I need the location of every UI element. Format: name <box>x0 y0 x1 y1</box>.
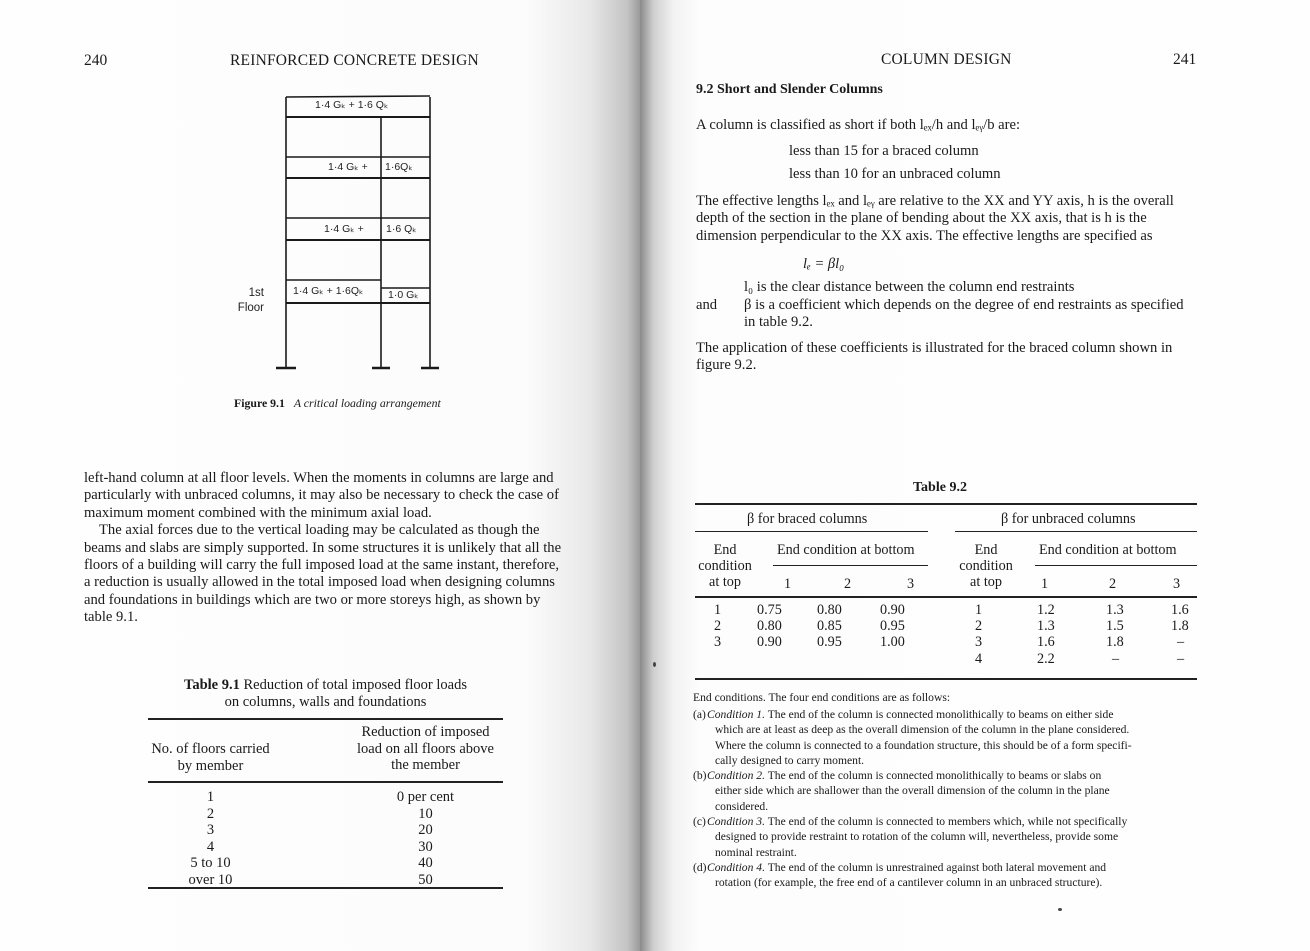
reduction-cell: 10 <box>418 805 433 822</box>
floor3-left-load-label: 1·4 Gₖ + <box>328 161 368 173</box>
reduction-cell: 20 <box>418 822 433 838</box>
figure-caption-text: A critical loading arrangement <box>293 396 441 410</box>
definition-beta: β is a coefficient which depends on the degree of end restraints as specified <box>744 297 1184 313</box>
end-condition-label: (d) <box>693 861 707 874</box>
table-row <box>148 806 503 823</box>
figure-9-1-frame-diagram <box>200 90 490 390</box>
unbraced-beta-value: 1.2 <box>1037 602 1055 618</box>
header-col2-line: the member <box>391 757 460 773</box>
end-condition-line: Where the column is connected to a foundation structure, this should be of a form specifi- <box>715 738 1132 752</box>
table-row <box>148 872 503 889</box>
end-condition-body <box>709 707 1208 768</box>
body-line: figure 9.2. <box>696 357 757 374</box>
roof-load-top <box>286 96 430 97</box>
end-condition-name: Condition 4. <box>707 861 765 874</box>
body-line: floors of a building will carry the full imposed load at the same instant, therefore, <box>84 557 559 574</box>
right-page <box>640 0 1310 951</box>
end-condition-body <box>709 814 1208 860</box>
page-number: 241 <box>1173 51 1197 68</box>
unbraced-beta-value: 1.6 <box>1037 634 1055 651</box>
unbraced-beta-value: 1.5 <box>1106 618 1124 635</box>
page-number: 240 <box>84 52 108 69</box>
end-condition-line: rotation (for example, the free end of a cantilever column in an unbraced structure). <box>715 876 1103 890</box>
end-condition-item <box>693 860 1208 891</box>
unbraced-beta-value: – <box>1177 634 1185 651</box>
braced-beta-value: 0.95 <box>817 634 842 651</box>
unbraced-bottom-header: End condition at bottom <box>1039 542 1177 558</box>
table-9-1-top-rule <box>148 718 503 720</box>
floors-cell: 5 to 10 <box>190 855 231 871</box>
header-col1-line: No. of floors carried <box>151 741 270 757</box>
end-condition-line <box>707 814 1208 829</box>
unbraced-row-top-condition: 2 <box>975 618 983 635</box>
section-heading: 9.2 Short and Slender Columns <box>696 82 883 97</box>
floors-cell: over 10 <box>188 871 233 888</box>
roof-load-label: 1·4 Gₖ + 1·6 Qₖ <box>315 99 389 111</box>
unbraced-beta-value: 1.6 <box>1171 602 1189 618</box>
braced-bottom-rule <box>773 565 928 566</box>
definition-beta-cont: in table 9.2. <box>744 314 813 330</box>
end-condition-line: which are at least as deep as the overall dimension of the column in the plane considered. <box>715 723 1130 737</box>
running-head: REINFORCED CONCRETE DESIGN <box>230 52 479 69</box>
unbraced-group-rule <box>955 531 1197 532</box>
end-condition-label: (c) <box>693 815 706 828</box>
unbraced-col-2: 2 <box>1109 576 1117 592</box>
table-9-1-label: Table 9.1 <box>183 677 240 693</box>
end-condition-name: Condition 3. <box>707 815 765 828</box>
braced-row-top-condition: 1 <box>714 602 722 618</box>
end-condition-text: The end of the column is unrestrained against both lateral movement and <box>767 861 1107 874</box>
end-condition-text: The end of the column is connected monolithically to beams on either side <box>767 708 1114 721</box>
header-col1-line: by member <box>177 757 244 774</box>
body-line: table 9.1. <box>84 609 138 626</box>
braced-beta-value: 0.90 <box>757 634 782 651</box>
body-line: left-hand column at all floor levels. When the moments in columns are large and <box>84 470 554 486</box>
body-line: The application of these coefficients is illustrated for the braced column shown in <box>696 340 1173 356</box>
end-condition-name: Condition 2. <box>707 769 765 782</box>
equation: lₑ = βl₀ <box>803 256 845 272</box>
table-9-1-header-rule <box>148 781 503 783</box>
header-line: End <box>974 542 998 558</box>
end-condition-line: either side which are shallower than the overall dimension of the column in the plane <box>715 784 1110 798</box>
unbraced-beta-value: 1.8 <box>1106 634 1124 651</box>
floors-cell: 2 <box>206 805 215 822</box>
unbraced-group-header: β for unbraced columns <box>1001 511 1136 527</box>
unbraced-beta-value: 2.2 <box>1037 650 1055 667</box>
unbraced-row-top-condition: 1 <box>975 602 983 618</box>
end-condition-item <box>693 768 1208 814</box>
braced-bottom-header: End condition at bottom <box>777 542 915 558</box>
header-line: at top <box>709 574 741 590</box>
table-9-2-top-rule <box>695 503 1197 505</box>
end-condition-line <box>707 860 1208 875</box>
header-line: End <box>713 542 737 558</box>
body-text <box>84 470 624 627</box>
reduction-cell: 0 per cent <box>396 789 455 805</box>
first-floor-label <box>230 286 264 316</box>
end-condition-line: nominal restraint. <box>715 845 797 859</box>
table-row <box>148 839 503 856</box>
unbraced-beta-value: 1.3 <box>1037 618 1055 635</box>
body-line: and foundations in buildings which are two or more storeys high, as shown by <box>84 591 541 608</box>
end-condition-line <box>707 768 1208 783</box>
header-col1 <box>148 741 273 774</box>
braced-beta-value: 0.80 <box>817 602 842 618</box>
floors-cell: 3 <box>206 822 215 838</box>
unbraced-beta-value: 1.3 <box>1106 602 1124 618</box>
end-condition-text: The end of the column is connected monolithically to beams or slabs on <box>767 769 1102 782</box>
end-condition-line: designed to provide restraint to rotation of the column will, nevertheless, provide some <box>715 830 1119 844</box>
unbraced-col-3: 3 <box>1173 576 1181 592</box>
effective-length-paragraph <box>696 193 1256 245</box>
braced-beta-value: 0.75 <box>757 602 782 618</box>
braced-col-1: 1 <box>784 576 792 592</box>
reduction-cell: 40 <box>418 855 433 871</box>
unbraced-col-1: 1 <box>1041 576 1049 592</box>
body-line: The effective lengths lₑₓ and lₑᵧ are relative to the XX and YY axis, h is the overall <box>696 193 1174 209</box>
table-9-1-body <box>148 789 503 888</box>
end-condition-line: cally designed to carry moment. <box>715 753 865 767</box>
braced-col-3: 3 <box>907 576 915 592</box>
end-condition-label: (b) <box>693 769 707 782</box>
body-line: The axial forces due to the vertical loading may be calculated as though the <box>99 522 540 539</box>
header-col2-line: Reduction of imposed <box>361 724 490 740</box>
criterion-braced: less than 15 for a braced column <box>789 143 979 159</box>
braced-row-top-condition: 3 <box>714 634 722 651</box>
frame-lines <box>200 90 490 390</box>
end-conditions-intro: End conditions. The four end conditions are as follows: <box>693 691 951 704</box>
left-page <box>0 0 640 951</box>
body-line: dimension perpendicular to the XX axis. The effective lengths are specified as <box>696 227 1153 244</box>
table-9-2-bottom-rule <box>695 678 1197 680</box>
table-row <box>148 822 503 839</box>
scan-speck <box>1058 908 1062 911</box>
braced-beta-value: 0.95 <box>880 618 905 635</box>
table-9-1-title <box>148 677 503 711</box>
end-condition-text: The end of the column is connected to members which, while not specifically <box>767 815 1128 828</box>
braced-col-2: 2 <box>844 576 852 592</box>
table-9-1-title-line2: on columns, walls and foundations <box>224 694 427 710</box>
unbraced-beta-value: – <box>1112 650 1120 667</box>
braced-beta-value: 0.85 <box>817 618 842 635</box>
table-row <box>148 789 503 806</box>
figure-caption <box>234 396 441 411</box>
end-condition-item <box>693 707 1208 768</box>
braced-top-header <box>695 542 755 590</box>
body-line: depth of the section in the plane of bending about the XX axis, that is h is the <box>696 210 1147 227</box>
braced-beta-value: 1.00 <box>880 634 905 651</box>
braced-beta-value: 0.90 <box>880 602 905 618</box>
braced-group-header: β for braced columns <box>747 511 868 527</box>
unbraced-top-header <box>956 542 1016 590</box>
braced-group-rule <box>695 531 928 532</box>
floor1-right-load-label: 1·0 Gₖ <box>388 289 419 301</box>
reduction-cell: 50 <box>418 871 433 888</box>
header-col2-line: load on all floors above <box>357 740 494 757</box>
figure-caption-number: Figure 9.1 <box>234 396 285 410</box>
header-line: condition <box>959 558 1013 574</box>
end-condition-body <box>709 860 1208 891</box>
intro-text: A column is classified as short if both lₑₓ/h and lₑᵧ/b are: <box>696 117 1021 133</box>
unbraced-bottom-rule <box>1035 565 1197 566</box>
end-condition-line: considered. <box>715 799 769 813</box>
floor-label-line2: Floor <box>237 302 264 314</box>
unbraced-beta-value: 1.8 <box>1171 618 1189 635</box>
body-line: beams and slabs are simply supported. In some structures it is unlikely that all the <box>84 539 562 556</box>
definition-l0: l₀ is the clear distance between the column end restraints <box>744 279 1075 295</box>
floor2-left-load-label: 1·4 Gₖ + <box>324 223 364 235</box>
application-paragraph <box>696 340 1256 375</box>
unbraced-row-top-condition: 3 <box>975 634 983 651</box>
running-head: COLUMN DESIGN <box>881 51 1012 68</box>
reduction-cell: 30 <box>418 838 433 855</box>
end-condition-label: (a) <box>693 708 706 721</box>
floors-cell: 4 <box>206 838 215 855</box>
header-line: at top <box>970 574 1002 590</box>
header-line: condition <box>698 558 752 574</box>
end-condition-body <box>709 768 1208 814</box>
body-line: particularly with unbraced columns, it may also be necessary to check the case of <box>84 487 559 504</box>
end-condition-name: Condition 1. <box>707 708 765 721</box>
scan-speck <box>653 662 656 667</box>
table-9-2-header-rule <box>695 596 1197 598</box>
table-9-1-bottom-rule <box>148 887 503 889</box>
unbraced-beta-value: – <box>1177 650 1185 667</box>
table-row <box>148 855 503 872</box>
floor1-left-load-label: 1·4 Gₖ + 1·6Qₖ <box>293 285 364 297</box>
end-condition-line <box>707 707 1208 722</box>
floor-label-line1: 1st <box>248 287 264 299</box>
definition-and: and <box>696 297 718 313</box>
braced-beta-value: 0.80 <box>757 618 782 635</box>
table-9-2-title: Table 9.2 <box>913 480 967 495</box>
body-line: a reduction is usually allowed in the total imposed load when designing columns <box>84 574 555 591</box>
header-col2 <box>348 724 503 774</box>
braced-row-top-condition: 2 <box>714 618 722 635</box>
criterion-unbraced: less than 10 for an unbraced column <box>789 166 1001 182</box>
table-9-1-title-line1: Reduction of total imposed floor loads <box>243 677 467 693</box>
floor3-right-load-label: 1·6Qₖ <box>385 161 413 173</box>
end-condition-item <box>693 814 1208 860</box>
unbraced-row-top-condition: 4 <box>975 650 983 667</box>
body-line: maximum moment combined with the minimum axial load. <box>84 504 432 521</box>
floors-cell: 1 <box>206 789 215 805</box>
floor2-right-load-label: 1·6 Qₖ <box>386 223 417 235</box>
